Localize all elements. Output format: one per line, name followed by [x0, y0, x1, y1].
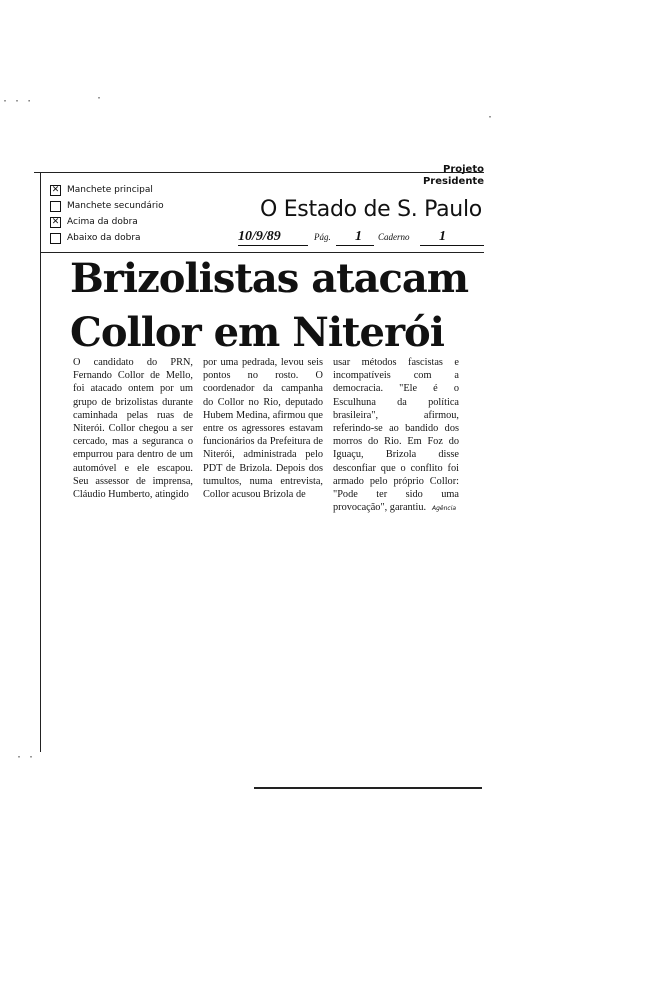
article-headline — [70, 252, 470, 360]
section-number: 1 — [439, 229, 446, 244]
checklist-item-manchete-secundario — [50, 198, 164, 214]
checklist-label: Manchete principal — [67, 185, 153, 195]
clipping-date: 10/9/89 — [238, 229, 281, 244]
section-underline — [420, 245, 484, 246]
checklist-item-manchete-principal — [50, 182, 164, 198]
page-number: 1 — [355, 229, 362, 244]
frame-left-border — [40, 172, 41, 752]
checkbox-empty-icon — [50, 201, 61, 212]
checkbox-checked-icon — [50, 217, 61, 228]
project-label — [404, 164, 484, 188]
scan-speck: · · — [16, 752, 35, 763]
section-label: Caderno — [378, 232, 410, 242]
scan-speck: · — [96, 93, 103, 104]
headline-line-2: Collor em Niterói — [70, 309, 444, 356]
article-source-signature: Agência — [432, 505, 457, 512]
checklist-item-acima-da-dobra — [50, 214, 164, 230]
project-line-2: Presidente — [422, 176, 484, 187]
bottom-rule — [254, 787, 482, 789]
page-label: Pág. — [314, 232, 331, 242]
checkbox-empty-icon — [50, 233, 61, 244]
checklist-label: Manchete secundário — [67, 201, 164, 211]
checkbox-checked-icon — [50, 185, 61, 196]
checklist-item-abaixo-da-dobra — [50, 230, 164, 246]
scan-speck: · — [487, 112, 494, 123]
checklist-label: Abaixo da dobra — [67, 233, 141, 243]
checklist-label: Acima da dobra — [67, 217, 138, 227]
scan-speck: · · · — [2, 96, 33, 107]
page-underline — [336, 245, 374, 246]
project-line-1: Projeto — [443, 164, 484, 175]
placement-checklist — [50, 182, 164, 246]
article-column-3: usar métodos fascistas e incompatíveis com a democracia. "Ele é o Esculhuna da política brasileira", afirmou, referindo-se ao bandido dos morros do Rio. Em Foz do Iguaçu, Brizola disse desconfiar que o conflito foi armado pelo próprio Collor: "Pode ter sido uma provocação", garantiu. — [333, 357, 459, 514]
article-column-2: por uma pedrada, levou seis pontos no rosto. O coordenador da campanha do Collor no Rio, deputado Hubem Medina, afirmou que entre os agressores estavam funcionários da Prefeitura de Niterói, administrada pelo PDT de Brizola. Depois dos tumultos, numa entrevista, Collor acusou Brizola de — [203, 357, 323, 501]
newspaper-name: O Estado de S. Paulo — [260, 197, 482, 222]
headline-line-1: Brizolistas atacam — [70, 255, 469, 302]
article-column-1: O candidato do PRN, Fernando Collor de Mello, foi atacado ontem por um grupo de brizolistas durante caminhada pelas ruas de Niterói. Collor chegou a ser cercado, mas a seguranca o empurrou para dentro de um automóvel e ele escapou. Seu assessor de imprensa, Cláudio Humberto, atingido — [73, 357, 193, 501]
date-underline — [238, 245, 308, 246]
